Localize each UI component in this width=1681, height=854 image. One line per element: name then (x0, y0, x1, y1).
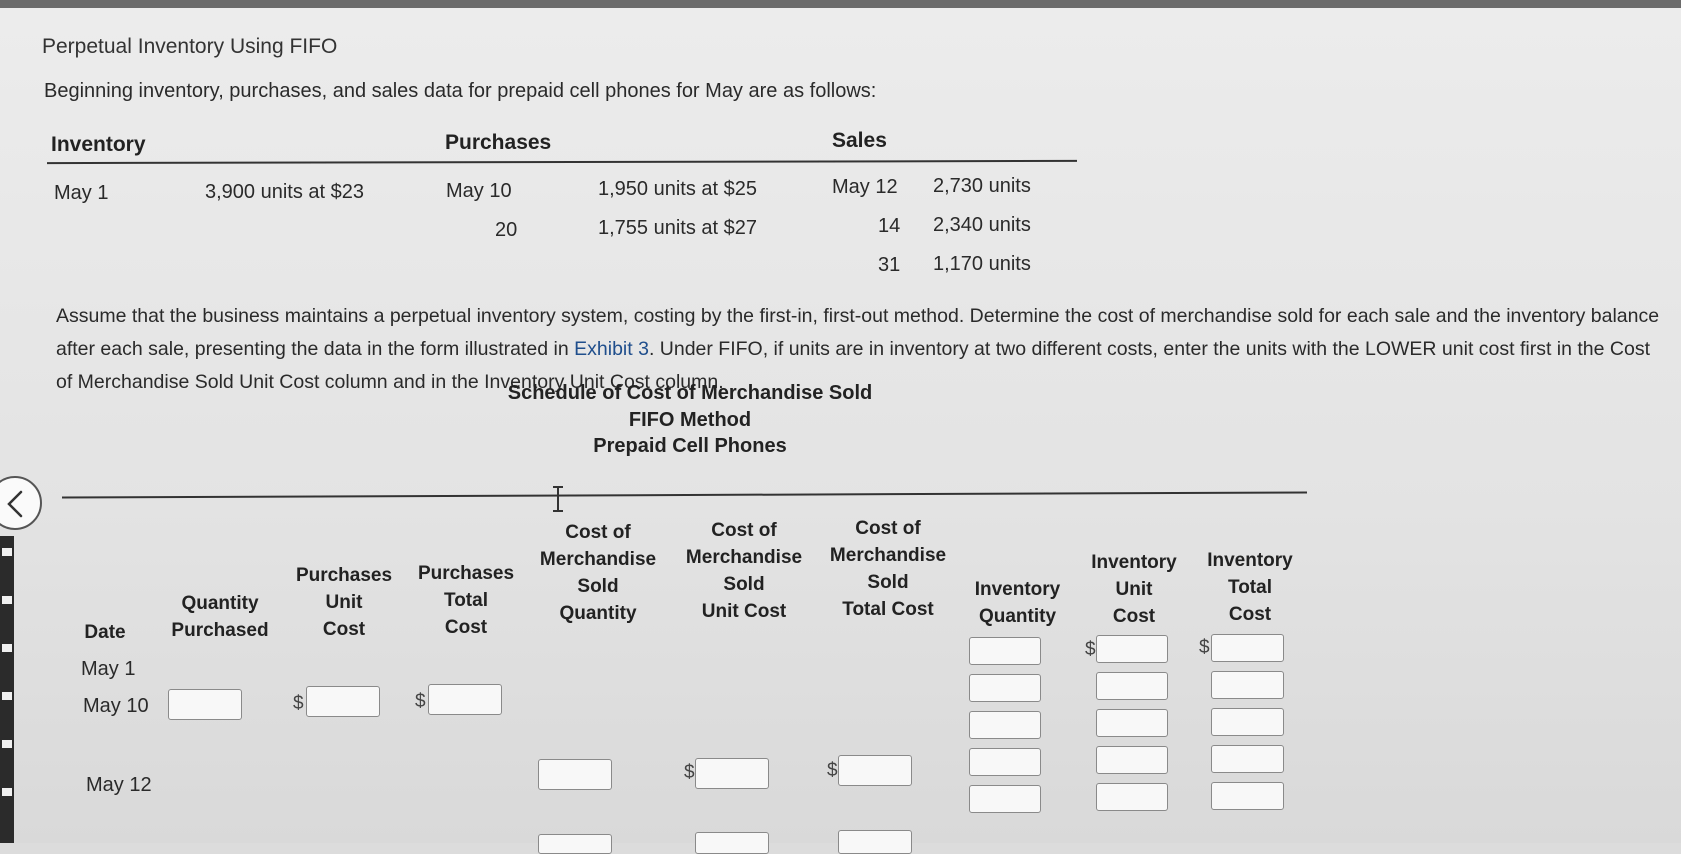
currency-symbol: $ (827, 760, 838, 781)
row-date-may-1: May 1 (81, 658, 136, 680)
inventory-quantity-input[interactable] (969, 785, 1041, 813)
cms-unit-cost-input[interactable] (695, 758, 769, 789)
sale-date: May 12 (832, 176, 898, 198)
col-header-purchases-total-cost: Purchases Total Cost (417, 563, 515, 638)
inventory-quantity-input[interactable] (969, 711, 1041, 739)
sale-detail: 2,340 units (933, 214, 1031, 236)
inventory-total-cost-input[interactable] (1211, 634, 1284, 662)
cms-quantity-input[interactable] (538, 759, 612, 790)
inventory-unit-cost-input[interactable] (1096, 672, 1168, 700)
data-table-divider (47, 160, 1077, 164)
purchase-date: May 10 (446, 180, 512, 202)
inventory-total-cost-input[interactable] (1211, 708, 1284, 736)
inventory-unit-cost-input[interactable] (1096, 783, 1168, 811)
cms-unit-cost-input[interactable] (695, 832, 769, 854)
sales-header: Sales (832, 129, 887, 152)
col-header-purchases-unit-cost: Purchases Unit Cost (295, 565, 393, 640)
inventory-unit-cost-input[interactable] (1096, 709, 1168, 737)
inventory-total-cost-input[interactable] (1211, 671, 1284, 699)
instructions-text: Assume that the business maintains a perpetual inventory system, costing by the first-in, first-out method. Determine the cost of merchandise sold for each sale and the inventory balance after each sale, presenting the data in the form illustrated in (56, 305, 1660, 360)
purchases-unit-cost-input[interactable] (306, 686, 380, 717)
currency-symbol: $ (415, 691, 426, 712)
inventory-total-cost-input[interactable] (1211, 745, 1284, 773)
inventory-unit-cost-input[interactable] (1096, 746, 1168, 774)
schedule-divider (62, 492, 1307, 499)
purchases-header: Purchases (445, 131, 552, 154)
sale-detail: 1,170 units (933, 253, 1031, 275)
dock-marker-icon (2, 788, 12, 796)
col-header-date: Date (84, 622, 126, 643)
col-header-cms-quantity: Cost of Merchandise Sold Quantity (539, 522, 657, 624)
sale-date: 14 (878, 215, 901, 237)
schedule-method: FIFO Method (628, 409, 752, 431)
inventory-date: May 1 (54, 182, 109, 204)
col-header-quantity-purchased: Quantity Purchased (171, 593, 269, 641)
currency-symbol: $ (293, 693, 304, 714)
schedule-title: Schedule of Cost of Merchandise Sold (507, 382, 873, 404)
row-date-may-10: May 10 (83, 695, 149, 717)
col-header-cms-total-cost: Cost of Merchandise Sold Total Cost (829, 518, 947, 620)
schedule-product: Prepaid Cell Phones (593, 435, 787, 457)
dock-marker-icon (2, 740, 12, 748)
col-header-cms-unit-cost: Cost of Merchandise Sold Unit Cost (685, 520, 803, 622)
row-date-may-12: May 12 (86, 774, 152, 796)
left-dock (0, 536, 14, 843)
currency-symbol: $ (684, 762, 695, 783)
cms-total-cost-input[interactable] (838, 830, 912, 854)
cms-total-cost-input[interactable] (838, 755, 912, 786)
intro-text: Beginning inventory, purchases, and sales data for prepaid cell phones for May are as follows: (44, 80, 877, 102)
inventory-unit-cost-input[interactable] (1096, 635, 1168, 663)
sale-detail: 2,730 units (933, 175, 1031, 197)
col-header-inventory-total-cost: Inventory Total Cost (1207, 550, 1293, 625)
purchase-date: 20 (495, 219, 518, 241)
instructions-text: . Under FIFO, if units are in inventory at two different costs, enter the units with the LOWER unit cost first in the Cost of Merchandise Sold Unit Cost column and in the Inventory Unit Cost column. (56, 338, 1650, 393)
cms-quantity-input[interactable] (538, 834, 612, 854)
purchase-detail: 1,950 units at $25 (598, 178, 758, 200)
col-header-inventory-unit-cost: Inventory Unit Cost (1091, 552, 1177, 627)
purchases-total-cost-input[interactable] (428, 684, 502, 715)
problem-page (0, 8, 1681, 843)
inventory-header: Inventory (51, 133, 146, 156)
chevron-left-icon (4, 490, 26, 518)
dock-marker-icon (2, 596, 12, 604)
text-cursor-icon (551, 485, 565, 513)
inventory-detail: 3,900 units at $23 (205, 181, 365, 203)
dock-marker-icon (2, 692, 12, 700)
exhibit-3-link[interactable]: Exhibit 3 (574, 338, 649, 360)
quantity-purchased-input[interactable] (168, 689, 242, 720)
dock-marker-icon (2, 644, 12, 652)
col-header-inventory-quantity: Inventory Quantity (974, 579, 1061, 627)
page-title: Perpetual Inventory Using FIFO (42, 35, 338, 58)
purchase-detail: 1,755 units at $27 (598, 217, 758, 239)
inventory-quantity-input[interactable] (969, 748, 1041, 776)
dock-marker-icon (2, 548, 12, 556)
inventory-quantity-input[interactable] (969, 637, 1041, 665)
currency-symbol: $ (1199, 637, 1210, 658)
currency-symbol: $ (1085, 639, 1096, 660)
inventory-total-cost-input[interactable] (1211, 782, 1284, 810)
inventory-quantity-input[interactable] (969, 674, 1041, 702)
sale-date: 31 (878, 254, 901, 276)
